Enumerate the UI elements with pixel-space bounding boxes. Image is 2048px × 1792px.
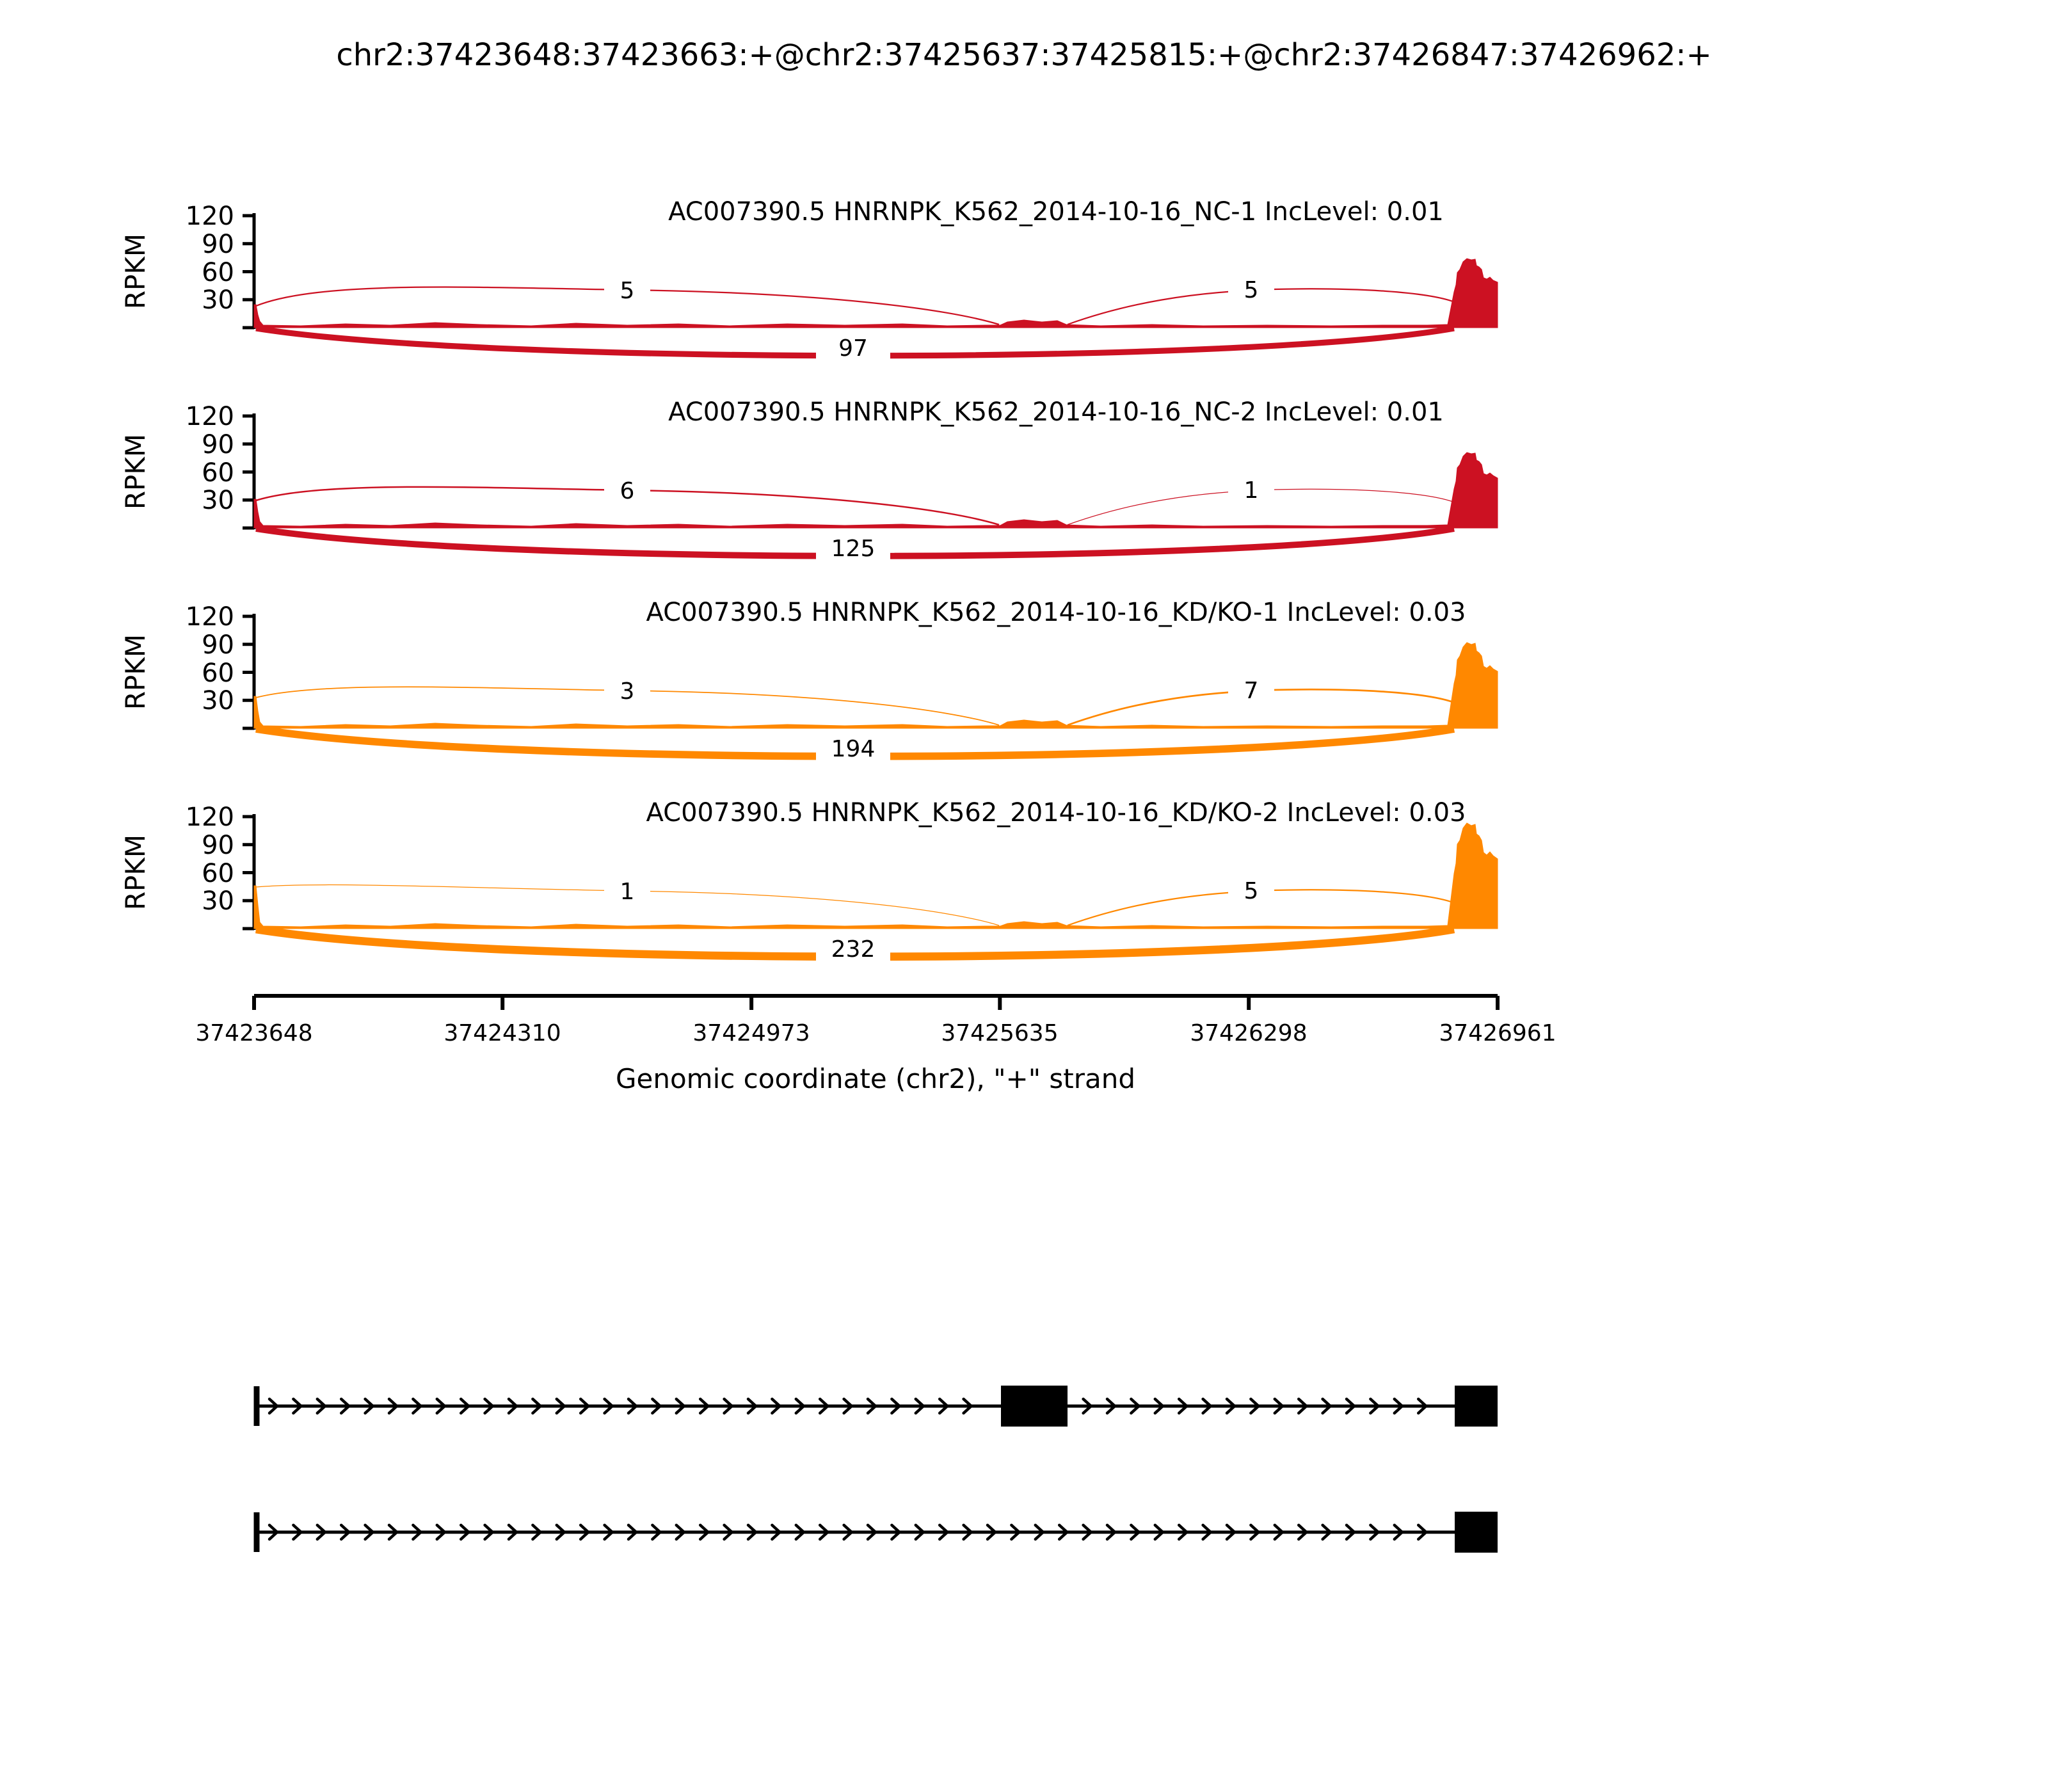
y-axis-label: RPKM [120, 634, 151, 710]
track-title: AC007390.5 HNRNPK_K562_2014-10-16_NC-1 IncLevel: 0.01 [668, 197, 1444, 227]
coverage-area [254, 823, 1498, 929]
junction-count-downstream: 5 [1244, 878, 1259, 904]
y-tick-label: 60 [202, 859, 234, 888]
y-tick-label: 30 [202, 686, 234, 716]
x-axis-line [254, 996, 1498, 1010]
y-tick-label: 90 [202, 230, 234, 259]
sashimi-track-4 [120, 798, 1498, 968]
junction-count-upstream: 1 [620, 879, 635, 905]
plot-title: chr2:37423648:37423663:+@chr2:37425637:37425815:+@chr2:37426847:37426962:+ [336, 37, 1712, 73]
y-tick-label: 30 [202, 285, 234, 315]
x-tick-label: 37424973 [692, 1020, 810, 1046]
isoform-1 [254, 1386, 1498, 1427]
y-tick-label: 120 [185, 602, 234, 632]
y-axis [243, 814, 254, 930]
track-title: AC007390.5 HNRNPK_K562_2014-10-16_KD/KO-1 IncLevel: 0.03 [646, 598, 1466, 627]
isoform-2 [254, 1512, 1498, 1553]
y-tick-label: 90 [202, 430, 234, 460]
x-tick-label: 37425635 [941, 1020, 1059, 1046]
exon-box [1455, 1386, 1498, 1427]
y-tick-label: 30 [202, 886, 234, 916]
y-tick-label: 90 [202, 630, 234, 660]
coverage-area [254, 259, 1498, 328]
junction-count-skipping: 232 [831, 936, 876, 963]
junction-count-skipping: 125 [831, 536, 876, 562]
sashimi-track-1 [120, 197, 1498, 367]
y-axis-label: RPKM [120, 433, 151, 510]
exon-box [1455, 1512, 1498, 1553]
y-axis [243, 614, 254, 730]
y-axis [243, 213, 254, 329]
junction-count-upstream: 5 [620, 278, 635, 304]
y-tick-label: 30 [202, 486, 234, 515]
sashimi-track-2 [120, 397, 1498, 568]
y-tick-label: 60 [202, 659, 234, 688]
sashimi-track-3 [120, 598, 1498, 768]
y-axis-label: RPKM [120, 233, 151, 310]
x-tick-label: 37426961 [1439, 1020, 1556, 1046]
junction-count-skipping: 97 [838, 335, 868, 362]
junction-count-upstream: 6 [620, 478, 635, 504]
junction-count-skipping: 194 [831, 736, 876, 762]
track-title: AC007390.5 HNRNPK_K562_2014-10-16_NC-2 IncLevel: 0.01 [668, 397, 1444, 427]
y-tick-label: 120 [185, 402, 234, 431]
junction-count-downstream: 5 [1244, 277, 1259, 303]
x-axis [195, 996, 1556, 1094]
y-tick-label: 90 [202, 831, 234, 860]
y-tick-label: 60 [202, 258, 234, 287]
coverage-area [254, 643, 1498, 728]
x-tick-label: 37424310 [444, 1020, 561, 1046]
x-tick-label: 37423648 [195, 1020, 313, 1046]
y-axis [243, 413, 254, 529]
y-axis-label: RPKM [120, 834, 151, 911]
y-tick-label: 120 [185, 202, 234, 231]
junction-count-downstream: 1 [1244, 477, 1259, 504]
y-tick-label: 120 [185, 803, 234, 832]
coverage-area [254, 452, 1498, 528]
junction-count-upstream: 3 [620, 678, 635, 705]
junction-count-downstream: 7 [1244, 678, 1259, 704]
x-tick-label: 37426298 [1190, 1020, 1308, 1046]
exon-box [1001, 1386, 1068, 1427]
y-tick-label: 60 [202, 458, 234, 488]
x-axis-label: Genomic coordinate (chr2), "+" strand [615, 1063, 1136, 1094]
track-title: AC007390.5 HNRNPK_K562_2014-10-16_KD/KO-2 IncLevel: 0.03 [646, 798, 1466, 828]
